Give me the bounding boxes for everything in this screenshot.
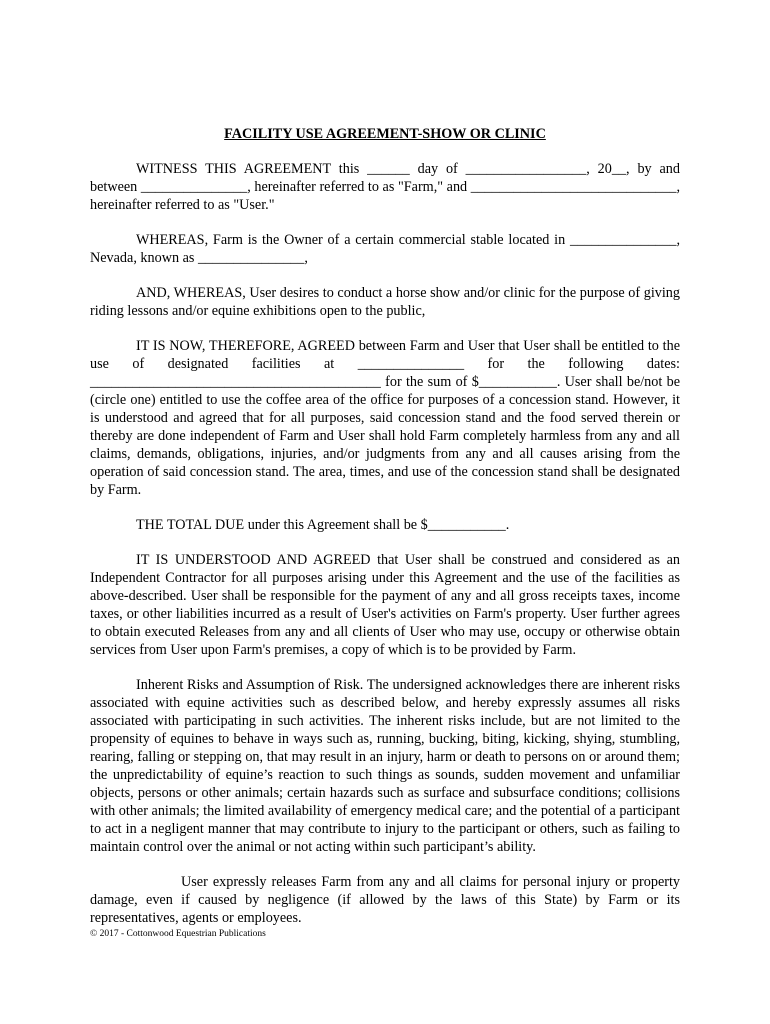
document-title: FACILITY USE AGREEMENT-SHOW OR CLINIC [224,126,546,142]
release-paragraph: User expressly releases Farm from any and all claims for personal injury or property damage, even if caused by negligence (if allowed by the laws of this State) by Farm or its representatives, agents or employees. [90,874,680,926]
whereas-owner-paragraph: WHEREAS, Farm is the Owner of a certain commercial stable located in _______________, Nevada, known as _______________, [90,232,680,266]
independent-contractor-paragraph: IT IS UNDERSTOOD AND AGREED that User shall be construed and considered as an Independent Contractor for all purposes arising under this Agreement and the use of the facilities as above-described. User shall be responsible for the payment of any and all gross receipts taxes, income taxes, or other liabilities incurred as a result of User's activities on Farm's property. User further agrees to obtain executed Releases from any and all clients of User who may use, occupy or otherwise obtain services from User upon Farm's premises, a copy of which is to be provided by Farm. [90,552,680,658]
inherent-risks-paragraph: Inherent Risks and Assumption of Risk. The undersigned acknowledges there are inherent risks associated with equine activities such as described below, and hereby expressly assumes all risks associated with participating in such activities. The inherent risks include, but are not limited to the propensity of equines to behave in ways such as, running, bucking, biting, kicking, shying, stumbling, rearing, falling or stepping on, that may result in an injury, harm or death to persons on or around them; the unpredictability of equine’s reaction to such things as sounds, sudden movement and unfamiliar objects, persons or other animals; certain hazards such as surface and subsurface conditions; collisions with other animals; the limited availability of emergency medical care; and the potential of a participant to act in a negligent manner that may contribute to injury to the participant or others, such as failing to maintain control over the animal or not acting within such participant’s ability. [90,677,680,855]
whereas-user-paragraph: AND, WHEREAS, User desires to conduct a horse show and/or clinic for the purpose of giving riding lessons and/or equine exhibitions open to the public, [90,285,680,319]
total-due-paragraph: THE TOTAL DUE under this Agreement shall be $___________. [136,517,510,533]
copyright-footer: © 2017 - Cottonwood Equestrian Publications [90,929,266,939]
witness-paragraph: WITNESS THIS AGREEMENT this ______ day of _________________, 20__, by and between _______________, hereinafter referred to as "Farm," and _____________________________, hereinafter referred to as "User." [90,161,680,213]
document-page [90,125,680,940]
agreement-terms-paragraph: IT IS NOW, THEREFORE, AGREED between Farm and User that User shall be entitled to the use of designated facilities at _______________ for the following dates: _________________________________________ for the sum of $___________. User shall be/not be (circle one) entitled to use the coffee area of the office for purposes of a concession stand. However, it is understood and agreed that for all purposes, said concession stand and the food served therein or thereby are done independent of Farm and User shall hold Farm completely harmless from any and all claims, demands, obligations, injuries, and/or judgments from any and all causes arising from the operation of said concession stand. The area, times, and use of the concession stand shall be designated by Farm. [90,338,680,498]
